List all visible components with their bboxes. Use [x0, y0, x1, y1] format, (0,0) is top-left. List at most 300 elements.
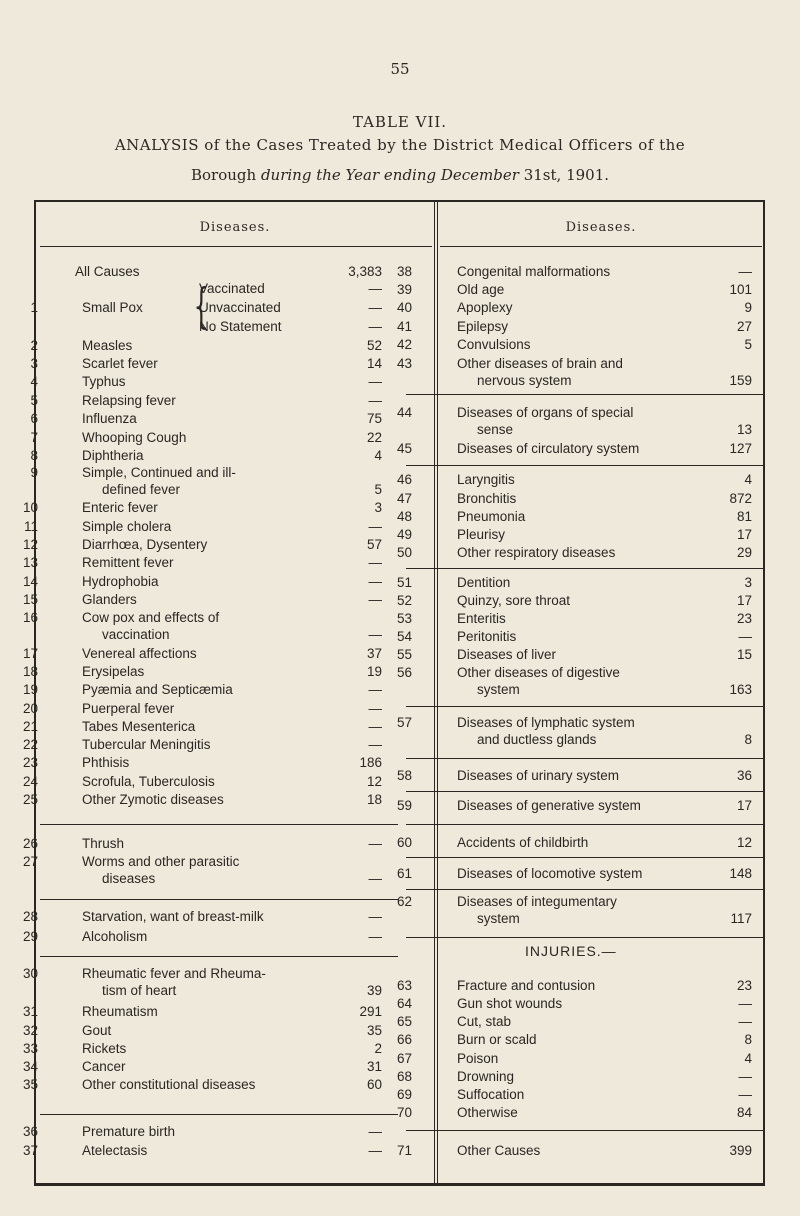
disease-label [82, 773, 215, 791]
row-number: 11 [23, 519, 38, 534]
row-number: 15 [22, 592, 38, 607]
disease-label-text: Diarrhœa, Dysentery [82, 537, 208, 552]
row-number: 8 [30, 448, 38, 463]
disease-label [457, 1013, 511, 1031]
row-number: 43 [396, 356, 412, 371]
case-count: 101 [729, 282, 752, 297]
disease-label-text: Apoplexy [457, 300, 513, 315]
disease-label [457, 767, 619, 785]
disease-label [82, 791, 224, 809]
disease-label-text: Enteritis [457, 611, 506, 626]
column-divider-inner [437, 202, 438, 1183]
table-caption-line1: ANALYSIS of the Cases Treated by the District Medical Officers of the [114, 136, 686, 154]
row-number: 66 [396, 1032, 412, 1047]
row-number: 32 [22, 1023, 38, 1038]
disease-label-text: Worms and other parasitic [82, 854, 240, 869]
row-number: 20 [22, 701, 38, 716]
case-count: — [368, 929, 382, 944]
row-number: 52 [396, 593, 412, 608]
disease-label-text: Atelectasis [82, 1143, 148, 1158]
disease-label [457, 893, 617, 911]
disease-label [82, 718, 195, 736]
rule-right-7 [406, 824, 764, 825]
disease-label [82, 429, 186, 447]
row-number: 35 [22, 1077, 38, 1092]
case-count: — [738, 1087, 752, 1102]
rule-left-4 [40, 1114, 398, 1115]
case-count: 12 [736, 835, 752, 850]
disease-label-text: Diseases of liver [457, 647, 557, 662]
case-count: — [738, 1014, 752, 1029]
case-count: — [368, 1143, 382, 1158]
disease-label [82, 355, 158, 373]
disease-label-text: Other diseases of brain and [457, 356, 623, 371]
smallpox-sub-label: Vaccinated [199, 281, 265, 296]
disease-label-text: Pleurisy [457, 527, 506, 542]
row-number: 31 [22, 1004, 38, 1019]
disease-label [82, 835, 124, 853]
disease-label-text: Starvation, want of breast-milk [82, 909, 264, 924]
rule-right-2 [406, 465, 764, 466]
disease-label [82, 645, 197, 663]
disease-label-text: Hydrophobia [82, 574, 159, 589]
disease-label-text: Suffocation [457, 1087, 525, 1102]
disease-label [457, 574, 510, 592]
row-number: 53 [396, 611, 412, 626]
row-number: 27 [22, 854, 38, 869]
row-number: 3 [30, 356, 38, 371]
disease-label-text: Convulsions [457, 337, 531, 352]
row-number: 1 [30, 300, 38, 315]
disease-label [82, 928, 147, 946]
disease-label-text: Typhus [82, 374, 126, 389]
row-number: 54 [396, 629, 412, 644]
case-count: — [368, 836, 382, 851]
disease-label [82, 1142, 147, 1160]
disease-label-cont: system [477, 911, 520, 926]
rule-right-8 [406, 857, 764, 858]
case-count: 27 [736, 319, 752, 334]
case-count: 57 [366, 537, 382, 552]
disease-label-text: Measles [82, 338, 133, 353]
disease-label-text: Small Pox [82, 300, 143, 315]
row-number: 37 [22, 1143, 38, 1158]
case-count: 4 [744, 1051, 752, 1066]
case-count: — [368, 871, 382, 886]
disease-label [457, 977, 595, 995]
disease-label [457, 508, 525, 526]
disease-label-cont: system [477, 682, 520, 697]
row-number: 17 [22, 646, 38, 661]
case-count: — [368, 737, 382, 752]
disease-label [82, 609, 219, 627]
disease-label [457, 797, 641, 815]
row-number: 29 [22, 929, 38, 944]
disease-label [457, 1068, 514, 1086]
row-number: 41 [396, 319, 412, 334]
case-count: 117 [730, 911, 752, 926]
row-number: 7 [30, 430, 38, 445]
disease-label [82, 337, 132, 355]
row-number: 62 [396, 894, 412, 909]
disease-label [457, 1031, 537, 1049]
smallpox-sub-label: No Statement [199, 319, 282, 334]
disease-label-cont: sense [477, 422, 514, 437]
page-number: 55 [390, 60, 410, 78]
case-count: — [368, 682, 382, 697]
case-count: 60 [366, 1077, 382, 1092]
disease-label [457, 1086, 524, 1104]
disease-label-text: Diphtheria [82, 448, 144, 463]
case-count: 5 [744, 337, 752, 352]
disease-label-text: Pneumonia [457, 509, 526, 524]
row-number: 56 [396, 665, 412, 680]
row-number: 5 [30, 393, 38, 408]
disease-label-text: Whooping Cough [82, 430, 187, 445]
right-column-header: Diseases. [565, 220, 637, 235]
row-number: 68 [396, 1069, 412, 1084]
disease-label [82, 1123, 175, 1141]
smallpox-sub-count: — [368, 319, 382, 334]
row-number: 34 [22, 1059, 38, 1074]
disease-label-text: Alcoholism [82, 929, 148, 944]
row-number: 9 [30, 465, 38, 480]
case-count: — [368, 374, 382, 389]
case-count: — [738, 264, 752, 279]
disease-label-text: Laryngitis [457, 472, 515, 487]
rule-right-1 [406, 394, 764, 395]
disease-label-text: Diseases of generative system [457, 798, 641, 813]
disease-label-text: Diseases of lymphatic system [457, 715, 635, 730]
case-count: 3 [744, 575, 752, 590]
disease-label [82, 554, 174, 572]
disease-label [82, 392, 176, 410]
case-count: 35 [366, 1023, 382, 1038]
disease-label-text: Epilepsy [457, 319, 509, 334]
column-divider [434, 202, 435, 1183]
case-count: — [368, 627, 382, 642]
case-count: 4 [744, 472, 752, 487]
case-count: 5 [374, 482, 382, 497]
row-number: 2 [30, 338, 38, 353]
disease-label-text: Venereal affections [82, 646, 197, 661]
row-number: 48 [396, 509, 412, 524]
case-count: 127 [729, 441, 752, 456]
disease-label-text: Influenza [82, 411, 137, 426]
disease-label-text: Simple, Continued and ill- [82, 465, 236, 480]
disease-label [457, 318, 508, 336]
disease-label-text: Rheumatism [82, 1004, 158, 1019]
disease-label-text: Thrush [82, 836, 125, 851]
row-number: 10 [22, 500, 38, 515]
disease-label [457, 1104, 518, 1122]
row-number: 26 [22, 836, 38, 851]
disease-label-text: Premature birth [82, 1124, 176, 1139]
disease-label-text: Puerperal fever [82, 701, 175, 716]
case-count: 13 [736, 422, 752, 437]
row-number: 47 [396, 491, 412, 506]
disease-label-text: Other Causes [457, 1143, 541, 1158]
case-count: — [738, 996, 752, 1011]
row-number: 63 [396, 978, 412, 993]
disease-label-text: Diseases of locomotive system [457, 866, 643, 881]
caption-date: 31st, 1901. [523, 166, 610, 184]
case-count: — [368, 555, 382, 570]
disease-table [22, 200, 765, 1186]
row-number: 24 [22, 774, 38, 789]
disease-label [82, 447, 144, 465]
case-count: 81 [736, 509, 752, 524]
row-number: 13 [22, 555, 38, 570]
disease-label-text: Old age [457, 282, 505, 297]
row-number: 16 [22, 610, 38, 625]
case-count: 3 [374, 500, 382, 515]
disease-label-text: Otherwise [457, 1105, 518, 1120]
row-number: 21 [22, 719, 38, 734]
case-count: 3,383 [348, 264, 382, 279]
table-title: TABLE VII. [352, 113, 448, 131]
row-number: 49 [396, 527, 412, 542]
case-count: — [368, 701, 382, 716]
disease-label [457, 865, 642, 883]
row-number: 55 [396, 647, 412, 662]
row-number: 42 [396, 337, 412, 352]
disease-label [457, 336, 531, 354]
disease-label-text: Fracture and contusion [457, 978, 596, 993]
disease-label [82, 663, 144, 681]
disease-label [457, 664, 620, 682]
disease-label [457, 299, 513, 317]
row-number: 51 [396, 575, 412, 590]
rule-right-5 [406, 758, 764, 759]
disease-label [82, 410, 137, 428]
disease-label-text: Cow pox and effects of [82, 610, 220, 625]
disease-label [82, 853, 239, 871]
row-number: 70 [396, 1105, 412, 1120]
disease-label-text: Burn or scald [457, 1032, 537, 1047]
case-count: — [368, 719, 382, 734]
case-count: 872 [729, 491, 752, 506]
rule-right-10 [406, 937, 764, 938]
row-number: 18 [22, 664, 38, 679]
case-count: 14 [366, 356, 382, 371]
disease-label [457, 471, 515, 489]
disease-label-text: Simple cholera [82, 519, 172, 534]
row-number: 50 [396, 545, 412, 560]
case-count: 163 [729, 682, 752, 697]
disease-label-text: Gun shot wounds [457, 996, 563, 1011]
row-number: 57 [396, 715, 412, 730]
case-count: — [368, 592, 382, 607]
rule-left-1 [40, 824, 398, 825]
case-count: — [368, 519, 382, 534]
row-number: 67 [396, 1051, 412, 1066]
disease-label [82, 536, 207, 554]
case-count: 159 [729, 373, 752, 388]
disease-label-text: Congenital malformations [457, 264, 611, 279]
disease-label [82, 499, 158, 517]
row-number: 28 [22, 909, 38, 924]
disease-label-text: Poison [457, 1051, 499, 1066]
smallpox-brace: { [193, 278, 209, 334]
disease-label [82, 591, 137, 609]
smallpox-sub-count: — [368, 281, 382, 296]
case-count: 291 [359, 1004, 382, 1019]
case-count: 17 [736, 798, 752, 813]
rule-right-3 [406, 568, 764, 569]
disease-label-text: Glanders [82, 592, 137, 607]
disease-label [82, 965, 266, 983]
disease-label-text: Accidents of childbirth [457, 835, 589, 850]
row-number: 61 [396, 866, 412, 881]
row-number: 65 [396, 1014, 412, 1029]
disease-label [82, 1076, 255, 1094]
disease-label-text: Diseases of urinary system [457, 768, 620, 783]
smallpox-sub-count: — [368, 300, 382, 315]
row-number: 4 [30, 374, 38, 389]
disease-label-text: Pyæmia and Septicæmia [82, 682, 233, 697]
disease-label [82, 573, 159, 591]
disease-label [457, 281, 504, 299]
row-number: 30 [22, 966, 38, 981]
caption-borough: Borough [190, 166, 257, 184]
disease-label-cont: and ductless glands [477, 732, 597, 747]
disease-label [457, 995, 562, 1013]
row-number: 69 [396, 1087, 412, 1102]
case-count: — [368, 1124, 382, 1139]
case-count: 8 [744, 1032, 752, 1047]
rule-right-4 [406, 706, 764, 707]
disease-label-text: Scrofula, Tuberculosis [82, 774, 215, 789]
case-count: — [738, 629, 752, 644]
disease-label [457, 490, 516, 508]
disease-label [75, 263, 140, 281]
case-count: — [738, 1069, 752, 1084]
disease-label-text: Other Zymotic diseases [82, 792, 224, 807]
disease-label-text: Drowning [457, 1069, 515, 1084]
rule-right-11 [406, 1130, 764, 1131]
disease-label-text: Tabes Mesenterica [82, 719, 196, 734]
case-count: 52 [366, 338, 382, 353]
disease-label-text: Other diseases of digestive [457, 665, 620, 680]
disease-label [457, 1142, 540, 1160]
disease-label-text: Diseases of organs of special [457, 405, 634, 420]
disease-label [82, 1040, 126, 1058]
row-number: 60 [396, 835, 412, 850]
disease-label [82, 518, 171, 536]
disease-label-cont: nervous system [477, 373, 572, 388]
row-number: 64 [396, 996, 412, 1011]
case-count: 22 [366, 430, 382, 445]
row-number: 45 [396, 441, 412, 456]
case-count: — [368, 574, 382, 589]
case-count: 17 [736, 527, 752, 542]
disease-label [457, 263, 610, 281]
row-number: 46 [396, 472, 412, 487]
disease-label [457, 440, 639, 458]
rule-left-2 [40, 899, 398, 900]
disease-label [82, 754, 129, 772]
row-number: 36 [22, 1124, 38, 1139]
rule-right-9 [406, 889, 764, 890]
caption-italic: during the Year ending December [260, 166, 519, 184]
row-number: 71 [396, 1143, 412, 1158]
disease-label-text: Rickets [82, 1041, 127, 1056]
row-number: 22 [22, 737, 38, 752]
case-count: 399 [729, 1143, 752, 1158]
disease-label-text: Rheumatic fever and Rheuma- [82, 966, 266, 981]
disease-label-text: Scarlet fever [82, 356, 158, 371]
disease-label [82, 700, 174, 718]
case-count: — [368, 909, 382, 924]
disease-label-text: Cut, stab [457, 1014, 512, 1029]
case-count: 12 [366, 774, 382, 789]
disease-label-text: Relapsing fever [82, 393, 176, 408]
disease-label-cont: diseases [102, 871, 156, 886]
rule-right-6 [406, 791, 764, 792]
row-number: 39 [396, 282, 412, 297]
disease-label [457, 834, 588, 852]
disease-label-text: Diseases of circulatory system [457, 441, 640, 456]
row-number: 23 [22, 755, 38, 770]
row-number: 38 [396, 264, 412, 279]
disease-label-text: Remittent fever [82, 555, 174, 570]
disease-label-text: Gout [82, 1023, 112, 1038]
disease-label-text: Cancer [82, 1059, 126, 1074]
case-count: 39 [366, 983, 382, 998]
disease-label [457, 714, 635, 732]
disease-label [82, 1003, 158, 1021]
disease-label-text: Dentition [457, 575, 511, 590]
row-number: 58 [396, 768, 412, 783]
disease-label-text: Enteric fever [82, 500, 158, 515]
disease-label [457, 628, 516, 646]
disease-label [82, 373, 126, 391]
disease-label-text: Bronchitis [457, 491, 517, 506]
table-caption-line2 [0, 166, 800, 184]
case-count: 75 [366, 411, 382, 426]
disease-label [82, 681, 233, 699]
row-number: 40 [396, 300, 412, 315]
disease-label-text: Quinzy, sore throat [457, 593, 571, 608]
case-count: 37 [366, 646, 382, 661]
case-count: 186 [359, 755, 382, 770]
case-count: — [368, 393, 382, 408]
case-count: 9 [744, 300, 752, 315]
case-count: 84 [736, 1105, 752, 1120]
injuries-heading: INJURIES.— [525, 943, 617, 959]
disease-label-text: Erysipelas [82, 664, 145, 679]
smallpox-sub-label: Unvaccinated [199, 300, 281, 315]
row-number: 59 [396, 798, 412, 813]
case-count: 29 [736, 545, 752, 560]
row-number: 19 [22, 682, 38, 697]
row-number: 33 [22, 1041, 38, 1056]
disease-label [457, 1050, 498, 1068]
row-number: 44 [396, 405, 412, 420]
case-count: 23 [736, 611, 752, 626]
case-count: 2 [374, 1041, 382, 1056]
case-count: 23 [736, 978, 752, 993]
disease-label [82, 1022, 111, 1040]
disease-label-text: Diseases of integumentary [457, 894, 617, 909]
header-rule-right [440, 246, 762, 247]
disease-label [457, 610, 506, 628]
disease-label-text: Phthisis [82, 755, 130, 770]
disease-label [457, 646, 556, 664]
disease-label-cont: vaccination [102, 627, 170, 642]
disease-label-text: Tubercular Meningitis [82, 737, 211, 752]
